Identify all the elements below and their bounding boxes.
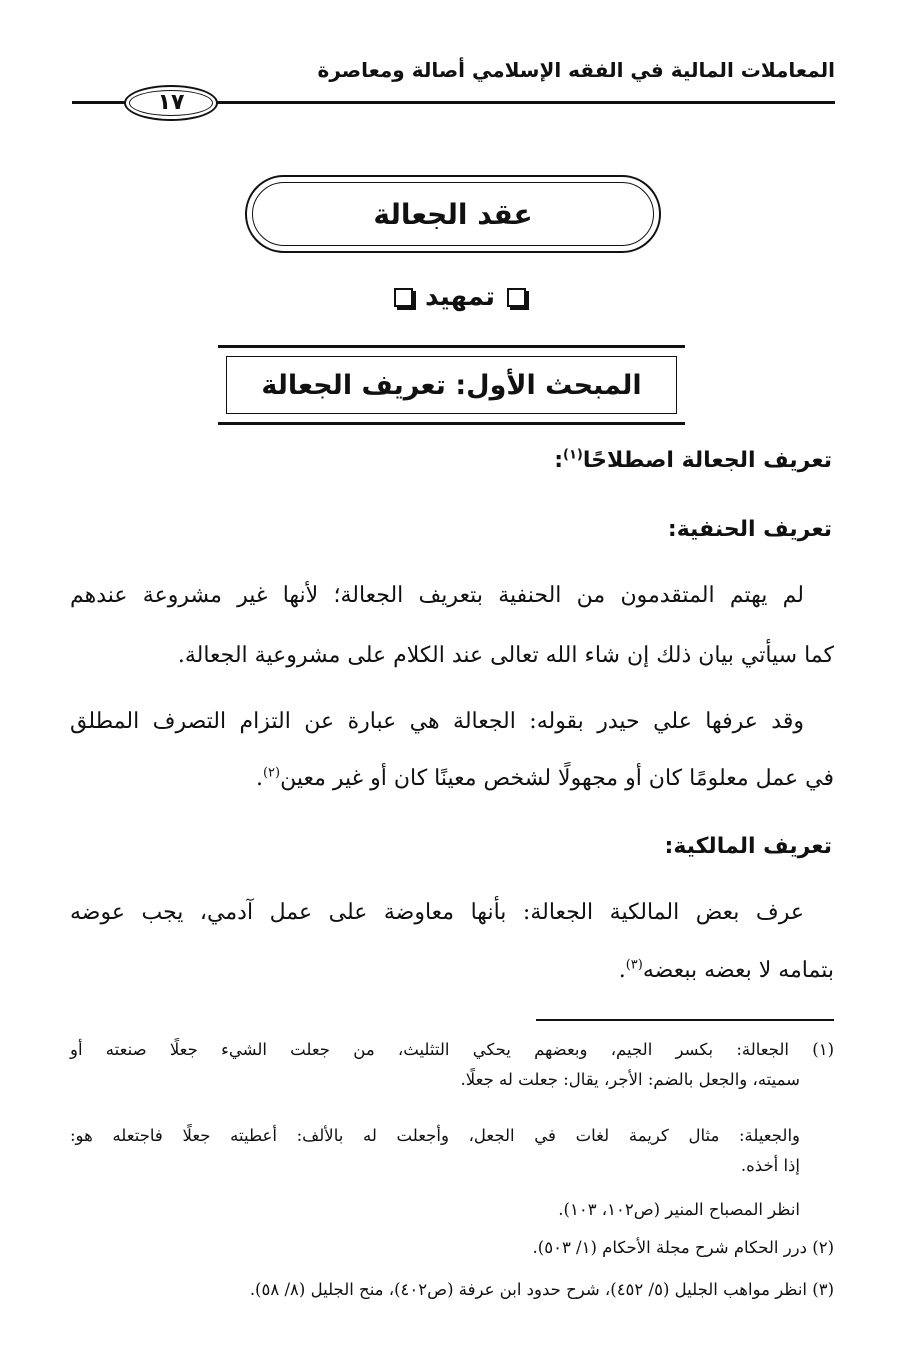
hanafi-heading: تعريف الحنفية: [667,517,832,542]
chapter-title-frame [245,175,661,253]
square-bullet-icon [507,288,526,307]
running-header: المعاملات المالية في الفقه الإسلامي أصالة ومعاصرة [317,58,835,82]
intro-heading-text: تمهيد [425,282,495,312]
section-title-frame [218,345,685,425]
maliki-heading: تعريف المالكية: [664,834,832,859]
section-title: المبحث الأول: تعريف الجعالة [226,356,677,414]
paragraph-line: عرف بعض المالكية الجعالة: بأنها معاوضة على عمل آدمي، يجب عوضه [70,900,804,925]
intro-heading [0,282,920,312]
footnote-line: والجعيلة: مثال كريمة لغات في الجعل، وأجعلت له بالألف: أعطيته جعلًا فاجتعله هو: [70,1126,800,1145]
footnote-line: (١) الجعالة: بكسر الجيم، وبعضهم يحكي التثليث، من جعلت الشيء جعلًا صنعته أو [70,1040,834,1059]
paragraph-line: بتمامه لا بعضه ببعضه$^{(٣)}$. [618,957,834,983]
paragraph-line: وقد عرفها علي حيدر بقوله: الجعالة هي عبارة عن التزام التصرف المطلق [70,709,804,734]
footnote-line: إذا أخذه. [740,1156,800,1175]
footnote-separator [536,1019,834,1021]
chapter-title: عقد الجعالة [252,182,654,246]
footnote-line: انظر المصباح المنير (ص١٠٢، ١٠٣). [558,1200,800,1219]
footnote-ref: (١) [563,447,583,463]
footnote-ref: (٣) [625,957,643,973]
paragraph-line: في عمل معلومًا كان أو مجهولًا لشخص معينًا كان أو غير معين$^{(٢)}$. [255,765,834,791]
footnote-line: (٢) درر الحكام شرح مجلة الأحكام (١/ ٥٠٣). [532,1238,834,1257]
paragraph-line: لم يهتم المتقدمون من الحنفية بتعريف الجعالة؛ لأنها غير مشروعة عندهم [70,583,804,608]
page-number: ١٧ [124,85,218,121]
footnote-ref: (٢) [262,765,281,781]
square-bullet-icon [394,288,413,307]
footnote-line: (٣) انظر مواهب الجليل (٥/ ٤٥٢)، شرح حدود ابن عرفة (ص٤٠٢)، منح الجليل (٨/ ٥٨). [249,1280,834,1299]
paragraph-line: كما سيأتي بيان ذلك إن شاء الله تعالى عند الكلام على مشروعية الجعالة. [177,643,834,668]
definition-heading: تعريف الجعالة اصطلاحًا$^{(١)}$: [554,447,832,473]
footnote-line: سميته، والجعل بالضم: الأجر، يقال: جعلت له جعلًا. [460,1070,800,1089]
